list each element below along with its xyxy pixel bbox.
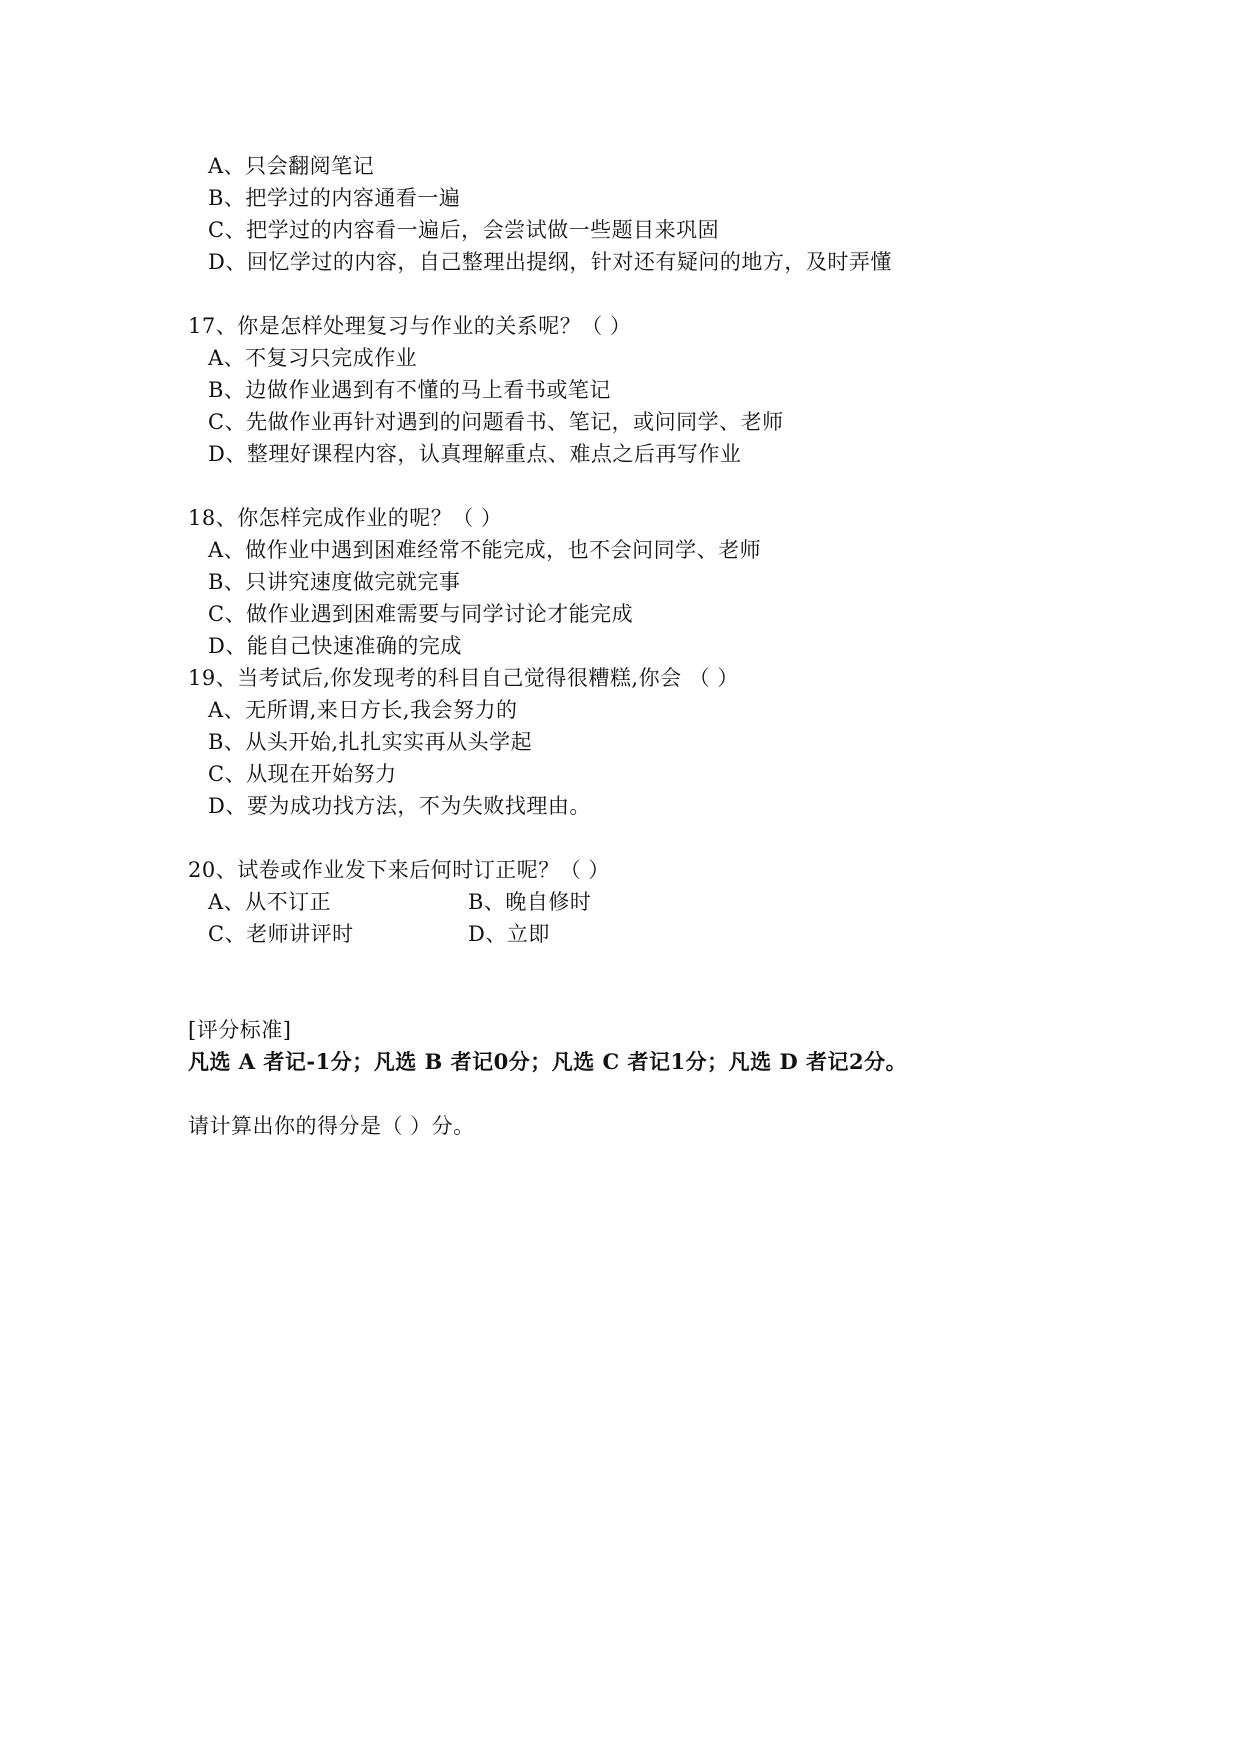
q20-option-b: B、晚自修时 bbox=[468, 890, 592, 914]
q18-option-a: A、做作业中遇到困难经常不能完成，也不会问同学、老师 bbox=[208, 538, 762, 562]
q16-option-b: B、把学过的内容通看一遍 bbox=[208, 186, 461, 210]
q17-option-c: C、先做作业再针对遇到的问题看书、笔记，或问同学、老师 bbox=[208, 410, 784, 434]
q19-option-b: B、从头开始,扎扎实实再从头学起 bbox=[208, 730, 533, 754]
q18-question: 18、你怎样完成作业的呢？（ ） bbox=[188, 506, 503, 530]
q20-question: 20、试卷或作业发下来后何时订正呢？（ ） bbox=[188, 858, 610, 882]
q16-option-a: A、只会翻阅笔记 bbox=[208, 154, 375, 178]
q18-option-b: B、只讲究速度做完就完事 bbox=[208, 570, 461, 594]
scoring-rule: 凡选 A 者记-1分；凡选 B 者记0分；凡选 C 者记1分；凡选 D 者记2分。 bbox=[188, 1049, 908, 1074]
scoring-heading: [评分标准] bbox=[188, 1018, 292, 1042]
q17-option-d: D、整理好课程内容，认真理解重点、难点之后再写作业 bbox=[208, 442, 742, 466]
q16-option-d: D、回忆学过的内容，自己整理出提纲，针对还有疑问的地方，及时弄懂 bbox=[208, 250, 892, 274]
q20-option-c: C、老师讲评时 bbox=[208, 922, 354, 946]
q20-option-a: A、从不订正 bbox=[208, 890, 332, 914]
q17-question: 17、你是怎样处理复习与作业的关系呢？（ ） bbox=[188, 314, 632, 338]
q20-option-d: D、立即 bbox=[468, 922, 550, 946]
q19-option-c: C、从现在开始努力 bbox=[208, 762, 397, 786]
q16-option-c: C、把学过的内容看一遍后，会尝试做一些题目来巩固 bbox=[208, 218, 720, 242]
q18-option-c: C、做作业遇到困难需要与同学讨论才能完成 bbox=[208, 602, 634, 626]
q19-question: 19、当考试后,你发现考的科目自己觉得很糟糕,你会 （ ） bbox=[188, 666, 739, 690]
q19-option-a: A、无所谓,来日方长,我会努力的 bbox=[208, 698, 518, 722]
q18-option-d: D、能自己快速准确的完成 bbox=[208, 634, 462, 658]
q17-option-b: B、边做作业遇到有不懂的马上看书或笔记 bbox=[208, 378, 611, 402]
q19-option-d: D、要为成功找方法，不为失败找理由。 bbox=[208, 794, 591, 818]
score-prompt: 请计算出你的得分是（ ）分。 bbox=[188, 1114, 475, 1138]
q17-option-a: A、不复习只完成作业 bbox=[208, 346, 418, 370]
